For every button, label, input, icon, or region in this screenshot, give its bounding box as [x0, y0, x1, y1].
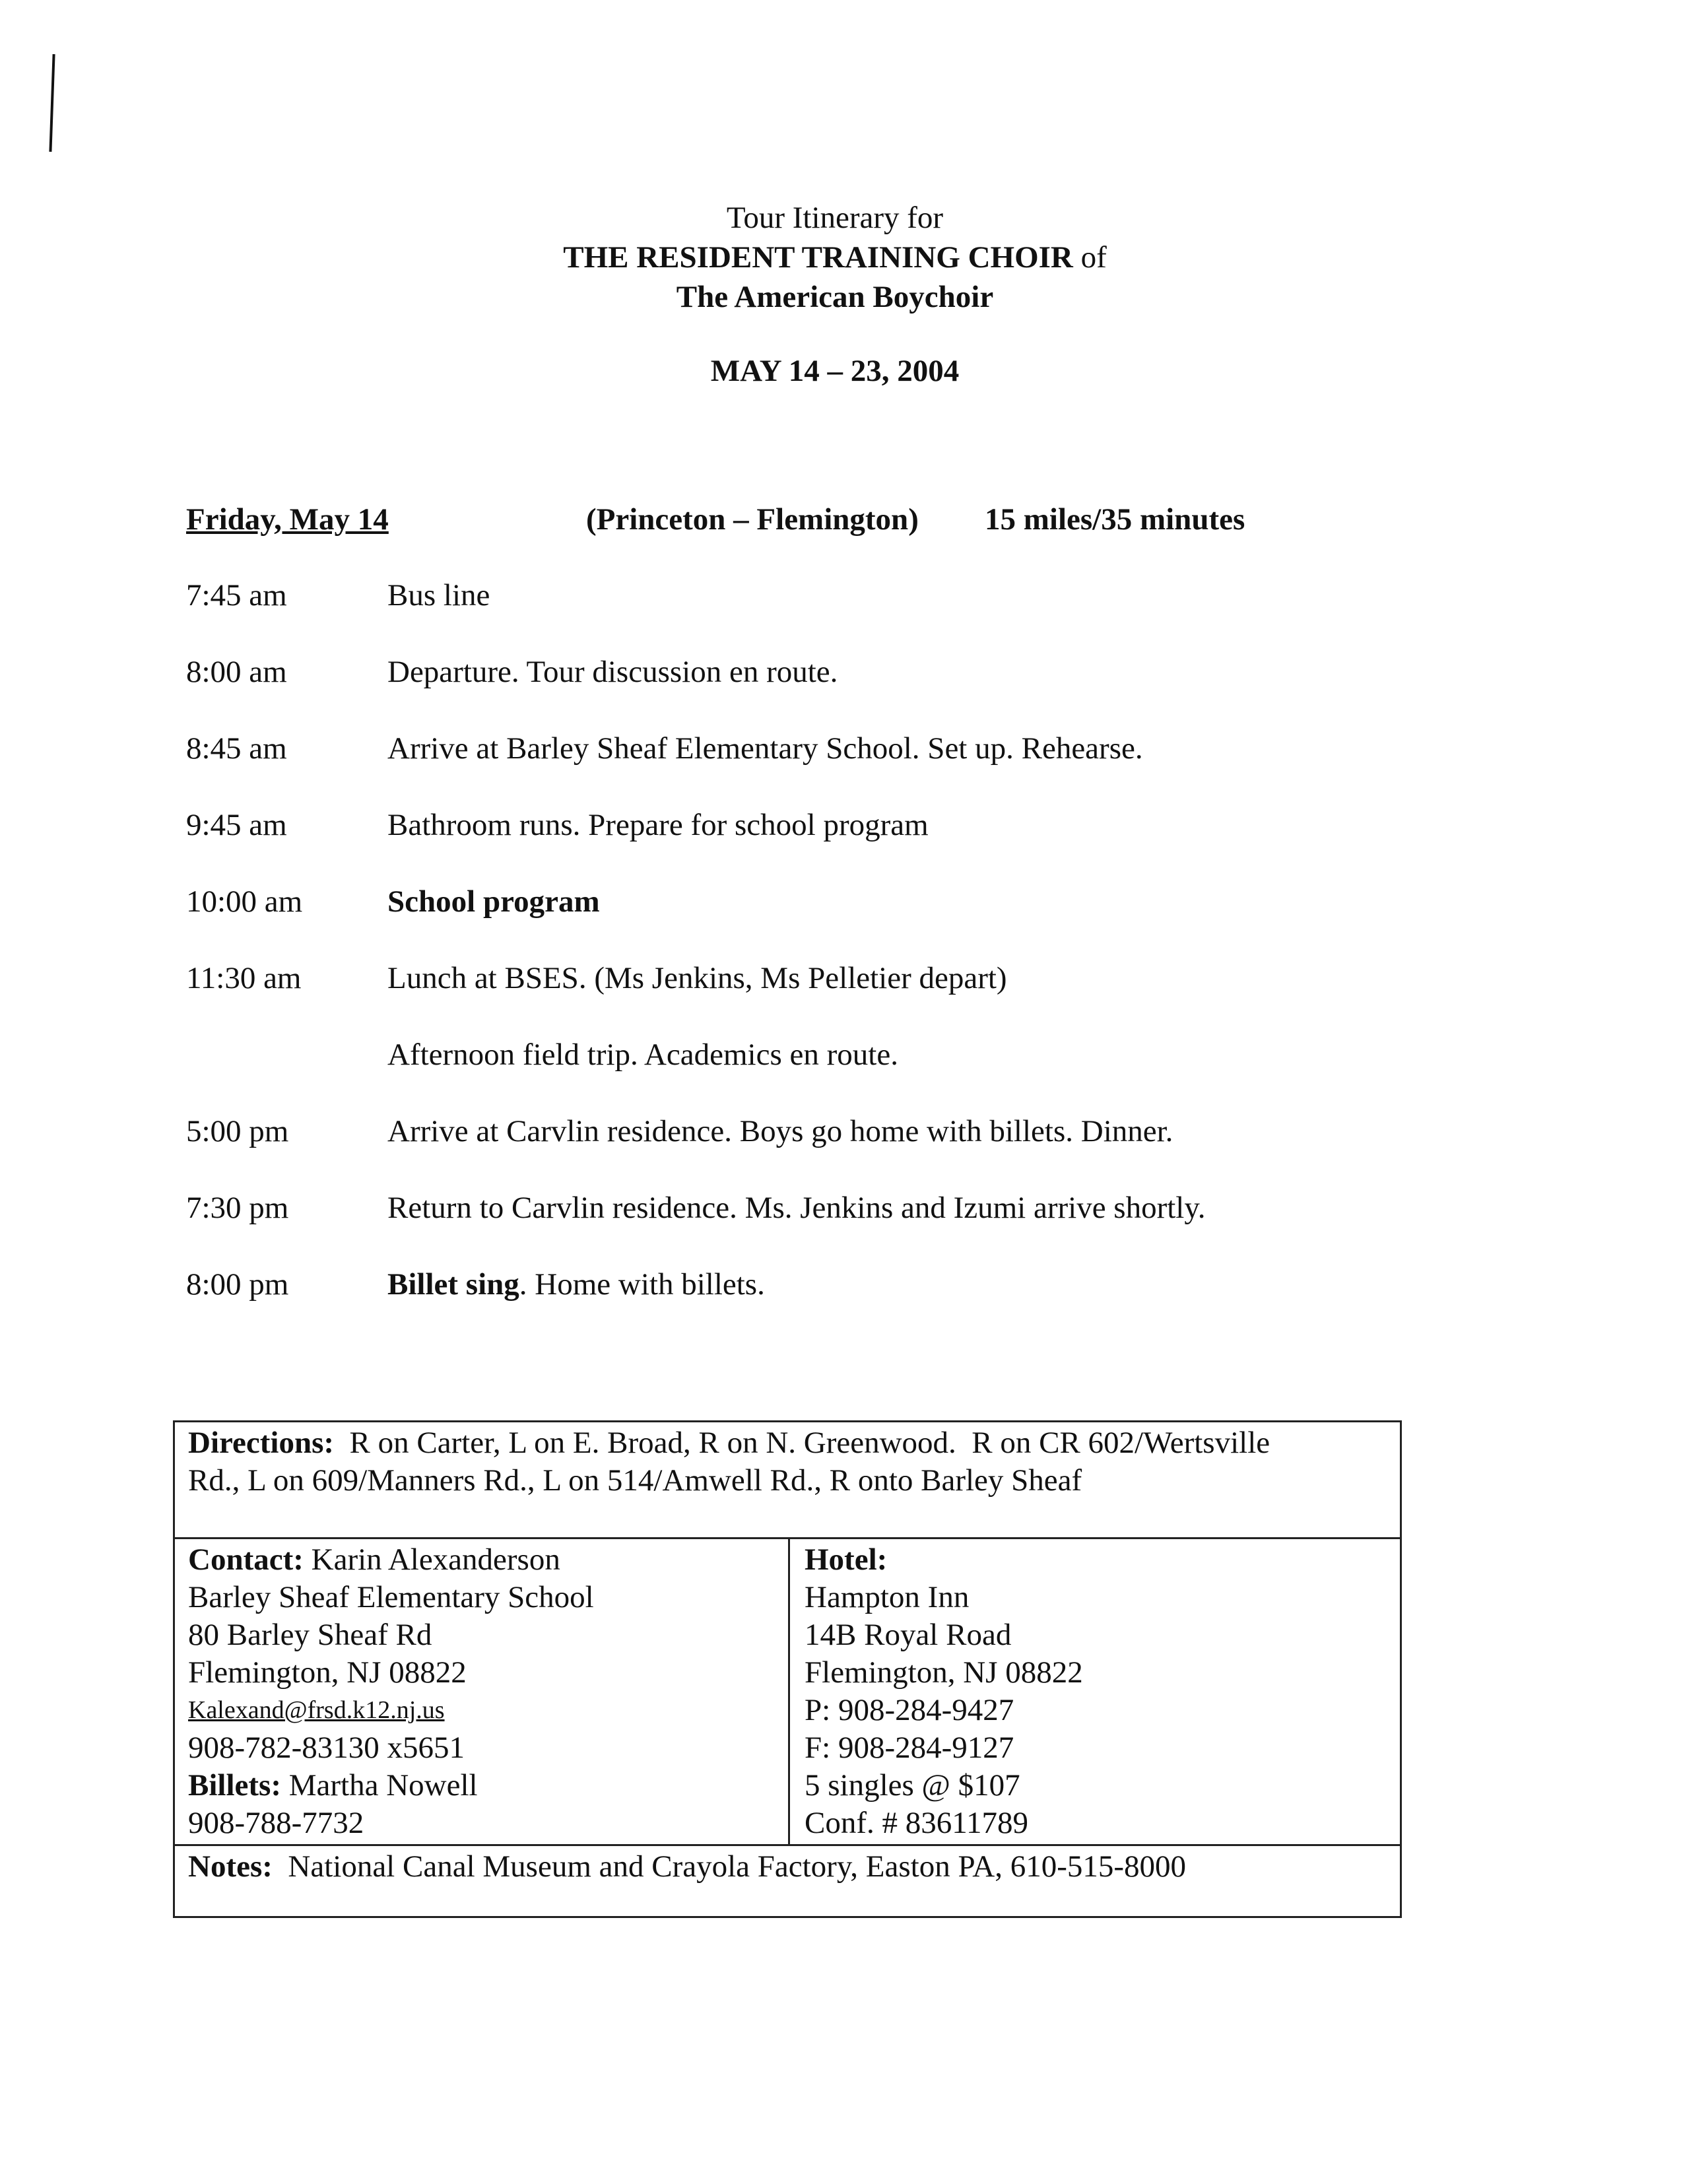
entry-time: 7:45 am — [186, 578, 287, 612]
entry-text: Arrive at Barley Sheaf Elementary School. Set up. Rehearse. — [387, 731, 1143, 766]
entry-text: Lunch at BSES. (Ms Jenkins, Ms Pelletier depart) — [387, 961, 1007, 995]
entry-description — [387, 578, 490, 613]
entry-text: Afternoon field trip. Academics en route. — [387, 1038, 898, 1072]
schedule-entry — [186, 1190, 1440, 1267]
entry-text: Return to Carvlin residence. Ms. Jenkins and Izumi arrive shortly. — [387, 1191, 1206, 1225]
choir-name: THE RESIDENT TRAINING CHOIR — [563, 240, 1073, 275]
schedule-entry — [186, 1037, 1440, 1113]
entry-time: 8:00 pm — [186, 1267, 289, 1302]
schedule-entry — [186, 731, 1440, 807]
hotel-address: 14B Royal Road — [805, 1618, 1012, 1652]
entry-description — [387, 1037, 898, 1073]
schedule-entry — [186, 1267, 1440, 1343]
entry-description — [387, 731, 1143, 766]
hotel-rooms: 5 singles @ $107 — [805, 1768, 1020, 1803]
notes-cell — [175, 1844, 1400, 1917]
day-heading — [186, 502, 1506, 541]
schedule-entry — [186, 884, 1440, 960]
entry-description — [387, 960, 1007, 996]
schedule-entry — [186, 578, 1440, 654]
entry-description — [387, 884, 600, 919]
entry-time: 8:00 am — [186, 655, 287, 689]
organization-name: The American Boychoir — [676, 280, 994, 314]
logistics-table — [173, 1420, 1402, 1918]
contact-phone: 908-782-83130 x5651 — [188, 1731, 465, 1765]
day-label: Friday, May 14 — [186, 502, 389, 537]
tour-dates: MAY 14 – 23, 2004 — [710, 354, 960, 388]
hotel-name: Hampton Inn — [805, 1580, 970, 1614]
document-header — [0, 198, 1670, 391]
schedule-entry — [186, 1113, 1440, 1190]
contact-city: Flemington, NJ 08822 — [188, 1655, 467, 1690]
directions-cell — [175, 1422, 1400, 1539]
entry-time: 8:45 am — [186, 731, 287, 766]
schedule-list — [186, 578, 1440, 1343]
contact-label: Contact: — [188, 1542, 304, 1577]
entry-time: 7:30 pm — [186, 1191, 289, 1225]
hotel-cell — [790, 1539, 1400, 1844]
margin-pen-mark — [49, 54, 55, 152]
contact-cell — [175, 1539, 790, 1844]
entry-description — [387, 1190, 1206, 1226]
entry-description — [387, 654, 838, 690]
entry-highlight: Billet sing — [387, 1267, 519, 1302]
billets-line — [188, 1767, 775, 1804]
entry-time: 10:00 am — [186, 884, 303, 919]
notes-text: National Canal Museum and Crayola Factory, Easton PA, 610-515-8000 — [272, 1849, 1187, 1884]
header-choir-line — [0, 238, 1670, 277]
billets-phone: 908-788-7732 — [188, 1806, 364, 1840]
directions-text-1: R on Carter, L on E. Broad, R on N. Greenwood. R on CR 602/Wertsville — [334, 1426, 1270, 1460]
entry-text: Bus line — [387, 578, 490, 612]
schedule-entry — [186, 960, 1440, 1037]
directions-label: Directions: — [188, 1426, 335, 1460]
entry-text: Departure. Tour discussion en route. — [387, 655, 838, 689]
entry-text: Arrive at Carvlin residence. Boys go home with billets. Dinner. — [387, 1114, 1173, 1148]
hotel-confirmation: Conf. # 83611789 — [805, 1806, 1029, 1840]
entry-text: . Home with billets. — [519, 1267, 765, 1302]
hotel-phone: P: 908-284-9427 — [805, 1693, 1014, 1727]
entry-time: 5:00 pm — [186, 1114, 289, 1148]
choir-name-suffix: of — [1072, 240, 1107, 275]
billets-label: Billets: — [188, 1768, 281, 1803]
schedule-entry — [186, 654, 1440, 731]
directions-line-2: Rd., L on 609/Manners Rd., L on 514/Amwell Rd., R onto Barley Sheaf — [188, 1463, 1082, 1498]
contact-school: Barley Sheaf Elementary School — [188, 1580, 594, 1614]
schedule-entry — [186, 807, 1440, 884]
contact-address: 80 Barley Sheaf Rd — [188, 1618, 432, 1652]
entry-description — [387, 1113, 1173, 1149]
notes-line — [188, 1848, 1387, 1886]
billets-name: Martha Nowell — [280, 1768, 478, 1803]
hotel-label: Hotel: — [805, 1542, 888, 1577]
entry-time: 11:30 am — [186, 961, 302, 995]
header-intro: Tour Itinerary for — [726, 201, 944, 235]
directions-line-1 — [188, 1424, 1387, 1462]
contact-name: Karin Alexanderson — [303, 1542, 560, 1577]
contact-name-line — [188, 1541, 775, 1579]
entry-description — [387, 1267, 765, 1302]
contact-email-link[interactable]: Kalexand@frsd.k12.nj.us — [188, 1696, 445, 1724]
entry-time: 9:45 am — [186, 808, 287, 842]
hotel-city: Flemington, NJ 08822 — [805, 1655, 1083, 1690]
entry-text: Bathroom runs. Prepare for school program — [387, 808, 929, 842]
notes-label: Notes: — [188, 1849, 273, 1884]
entry-description — [387, 807, 929, 843]
entry-highlight: School program — [387, 884, 600, 919]
day-route: (Princeton – Flemington) — [586, 502, 919, 537]
hotel-fax: F: 908-284-9127 — [805, 1731, 1014, 1765]
day-distance: 15 miles/35 minutes — [985, 502, 1245, 537]
